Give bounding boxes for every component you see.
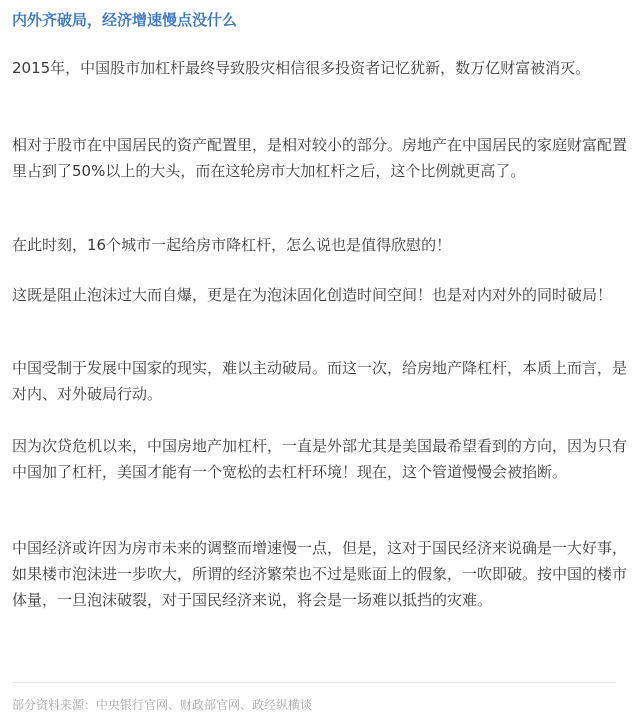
paragraph-bubble-prevention: 这既是阻止泡沫过大而自爆，更是在为泡沫固化创造时间空间！也是对内对外的同时破局！ — [12, 286, 613, 304]
section-heading: 内外齐破局，经济增速慢点没什么 — [12, 11, 238, 29]
paragraph-asset-allocation: 相对于股市在中国居民的资产配置里，是相对较小的部分。房地产在中国居民的家庭财富配置里占到了50%以上的大头，而在这轮房市大加杠杆之后，这个比例就更高了。 — [12, 136, 628, 180]
paragraph-developing-country: 中国受制于发展中国家的现实，难以主动破局。而这一次，给房地产降杠杆，本质上而言，是对内、对外破局行动。 — [12, 359, 628, 403]
footer-divider — [12, 682, 616, 683]
paragraph-subprime-crisis: 因为次贷危机以来，中国房地产加杠杆，一直是外部尤其是美国最希望看到的方向，因为只有中国加了杠杆，美国才能有一个宽松的去杠杆环境！现在，这个管道慢慢会被掐断。 — [12, 437, 628, 481]
source-note: 部分资料来源：中央银行官网、财政部官网、政经纵横谈 — [12, 698, 313, 712]
paragraph-economic-growth: 中国经济或许因为房市未来的调整而增速慢一点，但是，这对于国民经济来说确是一大好事，如果楼市泡沫进一步吹大，所谓的经济繁荣也不过是账面上的假象，一吹即破。按中国的楼市体量，一旦泡沫破裂，对于国民经济来说，将会是一场难以抵挡的灾难。 — [12, 539, 628, 609]
paragraph-16-cities: 在此时刻，16个城市一起给房市降杠杆，怎么说也是值得欣慰的！ — [12, 236, 452, 254]
paragraph-stock-crash: 2015年，中国股市加杠杆最终导致股灾相信很多投资者记忆犹新，数万亿财富被消灭。 — [12, 59, 591, 77]
